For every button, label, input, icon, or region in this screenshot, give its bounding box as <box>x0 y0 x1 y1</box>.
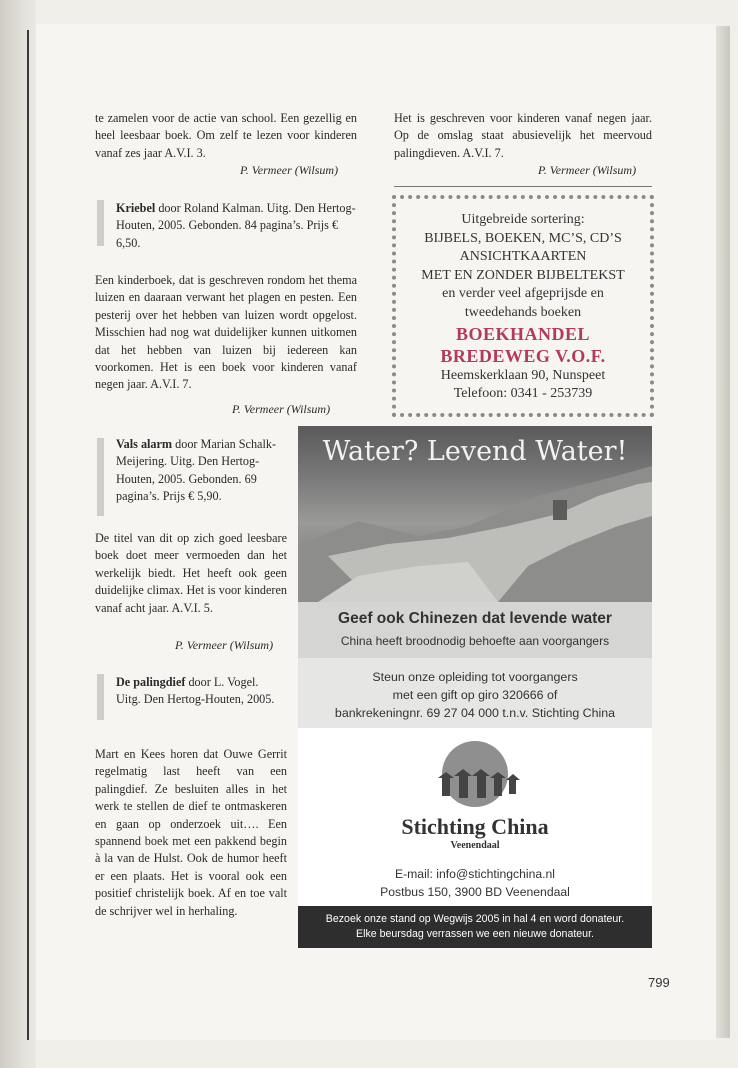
store-name: BREDEWEG V.O.F. <box>440 345 606 366</box>
great-wall-photo <box>298 426 652 602</box>
book-entry <box>116 200 356 252</box>
ad-line: ANSICHTKAARTEN <box>459 249 587 265</box>
paragraph: De titel van dit op zich goed leesbare boek doet meer vermoeden dan het werkelijk biedt. Het heeft ook geen duidelijke climax. Het is voor kinderen vanaf acht jaar. A.V.I. 5. <box>95 531 287 615</box>
book-details: door L. Vogel. Uitg. Den Hertog-Houten, 2005. <box>116 675 275 707</box>
stichting-china-logo <box>418 736 533 816</box>
subheader-band <box>298 602 652 658</box>
ad-text <box>392 211 654 404</box>
book-title: Vals alarm <box>116 437 173 451</box>
organization-name: Stichting China <box>401 814 549 839</box>
page-edge <box>716 26 730 1038</box>
ad-line: tweedehands boeken <box>464 304 582 320</box>
ad-line: en verder veel afgeprijsde en <box>442 286 604 302</box>
book-marker <box>97 200 104 246</box>
organization-city: Veenendaal <box>450 840 500 851</box>
book-details: door Marian Schalk-Meijering. Uitg. Den Hertog-Houten, 2005. Gebonden. 69 pagina’s. Prijs € 5,90. <box>116 437 276 504</box>
stichting-china-ad <box>298 426 652 948</box>
book-details: door Roland Kalman. Uitg. Den Hertog-Houten, 2005. Gebonden. 84 pagina’s. Prijs € 6,50. <box>116 201 356 250</box>
paragraph: te zamelen voor de actie van school. Een gezellig en heel leesbaar boek. Om zelf te lezen voor kinderen vanaf zes jaar A.V.I. 3. <box>95 111 357 160</box>
donation-band <box>298 658 652 728</box>
contact-email: E-mail: info@stichtingchina.nl <box>394 867 556 881</box>
contact-address: Postbus 150, 3900 BD Veenendaal <box>380 884 570 899</box>
signature: P. Vermeer (Wilsum) <box>175 638 274 652</box>
donation-line: met een gift op giro 320666 of <box>392 688 558 702</box>
book-entry <box>116 436 286 506</box>
signature: P. Vermeer (Wilsum) <box>240 163 339 177</box>
spine-line <box>27 30 29 1040</box>
bookstore-ad <box>392 195 654 417</box>
store-phone: Telefoon: 0341 - 253739 <box>453 386 593 402</box>
signature: P. Vermeer (Wilsum) <box>232 402 331 416</box>
ad-footer-bar <box>298 906 652 948</box>
ad-line: Uitgebreide sortering: <box>461 212 585 227</box>
book-spine <box>0 0 36 1068</box>
paragraph: Mart en Kees horen dat Ouwe Gerrit regelmatig last heeft van een palingdief. Ze besluiten alles in het werk te stellen de dief te ontmaskeren en gaan op onderzoek uit…. Een spannend boek met een pakkend begin à la van de Hulst. Ook de humor heeft er een plaats. Het is vooral ook een positief christelijk boek. Af en toe valt de schrijver wel in herhaling. <box>95 747 287 918</box>
book-entry <box>116 674 286 709</box>
paragraph: Het is geschreven voor kinderen vanaf negen jaar. Op de omslag staat abusievelijk het meervoud palingdieven. A.V.I. 7. <box>394 111 652 160</box>
watchtower <box>553 500 567 520</box>
subheadline: Geef ook Chinezen dat levende water <box>338 610 612 627</box>
store-address: Heemskerklaan 90, Nunspeet <box>440 367 606 383</box>
ad-line: MET EN ZONDER BIJBELTEKST <box>421 267 625 283</box>
book-title: De palingdief <box>116 675 186 689</box>
signature: P. Vermeer (Wilsum) <box>538 163 637 177</box>
book-marker <box>97 674 104 720</box>
ad-headline: Water? Levend Water! <box>322 436 628 467</box>
subheadline-small: China heeft broodnodig behoefte aan voorgangers <box>340 634 610 648</box>
book-title: Kriebel <box>116 201 156 215</box>
page-number: 799 <box>648 975 670 990</box>
divider <box>394 186 652 187</box>
paragraph: Een kinderboek, dat is geschreven rondom het thema luizen en daaraan verwant het plagen en pesten. Een pesterij over het hebben van luizen wordt opgelost. Misschien had nog wat duidelijker kunnen uitkomen dat het hebben van luizen bij iedereen kan voorkomen. Het is een boek voor kinderen vanaf negen jaar. A.V.I. 7. <box>95 273 357 392</box>
donation-line: Steun onze opleiding tot voorgangers <box>372 670 578 684</box>
donation-line: bankrekeningnr. 69 27 04 000 t.n.v. Stichting China <box>334 706 616 720</box>
store-name: BOEKHANDEL <box>455 323 591 344</box>
book-marker <box>97 438 104 516</box>
footer-line: Bezoek onze stand op Wegwijs 2005 in hal 4 en word donateur. <box>325 913 625 925</box>
ad-line: BIJBELS, BOEKEN, MC’S, CD’S <box>424 230 622 246</box>
footer-line: Elke beursdag verrassen we een nieuwe donateur. <box>356 928 594 940</box>
